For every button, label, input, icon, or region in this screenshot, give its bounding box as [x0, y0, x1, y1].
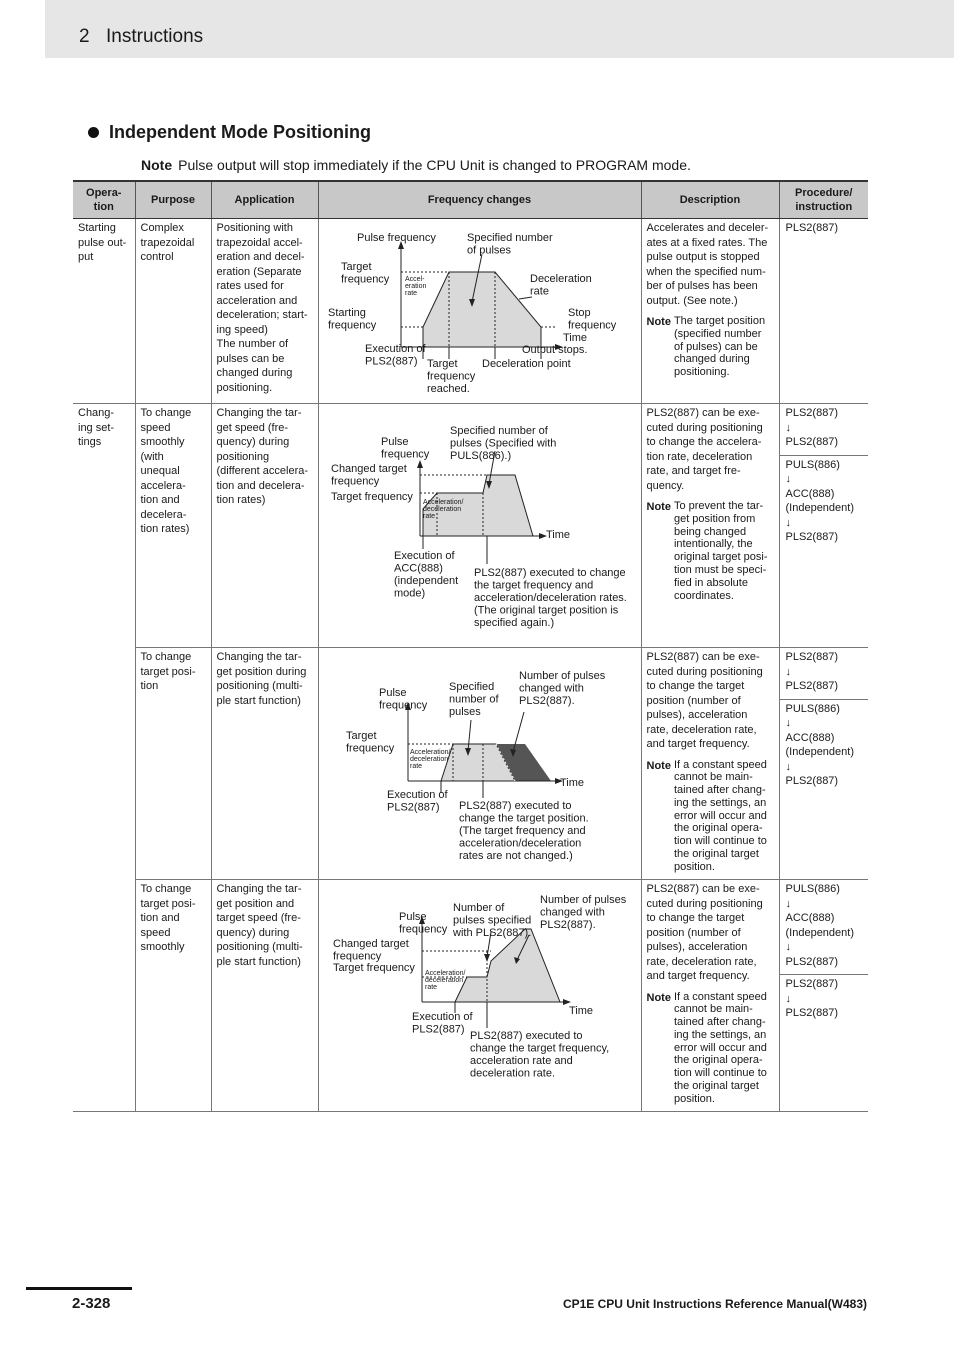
- label-line: frequency: [398, 923, 447, 936]
- table-row: [73, 880, 868, 1112]
- pulse-frequency-label: [399, 911, 448, 936]
- label-line: deceleration: [424, 977, 463, 984]
- change-position-diagram: [319, 648, 641, 878]
- label-line: acceleration/deceleration rates.: [473, 592, 627, 604]
- pulse-frequency-label: [381, 436, 430, 461]
- note-line: [141, 157, 691, 173]
- label-line: PLS2(887).: [518, 695, 575, 707]
- procedure-block: PULS(886) ↓ ACC(888) (Independent) ↓ PLS2(887): [780, 699, 869, 794]
- description-text: PLS2(887) can be exe- cuted during positioning to change the target position (number of pulses), acceleration rate, deceleration rate, and target frequency.: [646, 651, 763, 750]
- frequency-diagram-cell: [318, 219, 641, 404]
- label-line: rate: [409, 763, 422, 770]
- label-line: PLS2(887).: [539, 919, 596, 931]
- label-line: Specified number: [466, 232, 553, 244]
- label-line: Acceleration/: [422, 499, 463, 506]
- label-line: changed with: [518, 682, 584, 695]
- procedure-block: PLS2(887) ↓ PLS2(887): [780, 974, 869, 1026]
- label-line: Target frequency: [330, 491, 413, 503]
- description-cell: [641, 404, 779, 648]
- y-axis-arrow: [417, 460, 423, 468]
- target-frequency-label: [346, 730, 395, 755]
- operation-cell: Starting pulse out- put: [73, 219, 135, 404]
- label-line: Pulse: [398, 911, 427, 923]
- changed-target-label: [333, 938, 409, 963]
- label-line: PLS2(887): [411, 1023, 465, 1036]
- column-header: Purpose: [135, 181, 211, 219]
- label-line: Target: [345, 730, 377, 742]
- time-label: [569, 1005, 593, 1017]
- label-line: (independent: [393, 575, 458, 587]
- purpose-cell: To change target posi- tion: [135, 648, 211, 880]
- label-line: frequency: [380, 448, 429, 461]
- note-label: Note: [646, 991, 671, 1004]
- label-line: Changed target: [330, 463, 407, 475]
- note-text: Pulse output will stop immediately if the CPU Unit is changed to PROGRAM mode.: [178, 157, 691, 173]
- description-text: PLS2(887) can be exe- cuted during positioning to change the accelera- tion rate, deceleration rate, and target fre- quency.: [646, 407, 763, 492]
- label-line: frequency: [340, 273, 389, 286]
- label-line: PLS2(887) executed to: [458, 800, 572, 812]
- label-line: PLS2(887) executed to: [469, 1030, 583, 1042]
- accel-decel-rate-label: [410, 749, 451, 770]
- label-line: change the target position.: [458, 812, 589, 825]
- description-cell: [641, 219, 779, 404]
- time-label: [563, 332, 587, 344]
- label-line: pulses specified: [452, 914, 531, 927]
- speed-profile-area: [455, 929, 560, 1002]
- column-header: Description: [641, 181, 779, 219]
- label-line: rate: [529, 285, 549, 298]
- table-row: [73, 404, 868, 648]
- label-line: Pulse: [380, 436, 409, 448]
- target-frequency-label: [331, 491, 413, 503]
- column-header: Frequency changes: [318, 181, 641, 219]
- description-cell: [641, 648, 779, 880]
- label-line: deceleration: [422, 506, 461, 513]
- procedure-block: PULS(886) ↓ ACC(888) (Independent) ↓ PLS2(887): [785, 883, 854, 968]
- label-line: Time: [559, 777, 584, 789]
- label-line: with PLS2(887).: [452, 927, 531, 939]
- execution-label: [365, 343, 426, 368]
- label-line: Stop: [567, 307, 591, 319]
- page-number: 2-328: [72, 1295, 111, 1312]
- frequency-diagram-cell: [318, 880, 641, 1112]
- column-header: Opera- tion: [73, 181, 135, 219]
- description-note: [647, 500, 774, 602]
- stop-frequency-label: [568, 307, 617, 332]
- purpose-cell: Complex trapezoidal control: [135, 219, 211, 404]
- label-line: (The original target position is: [473, 604, 618, 617]
- note-label: Note: [646, 501, 671, 513]
- label-line: frequency: [378, 699, 427, 712]
- label-line: frequency: [567, 319, 616, 332]
- bullet-icon: [88, 127, 99, 138]
- label-line: deceleration: [409, 756, 448, 763]
- label-line: PLS2(887): [386, 801, 440, 814]
- label-line: Execution of: [393, 550, 455, 562]
- column-header: Application: [211, 181, 318, 219]
- label-line: rate: [424, 984, 437, 991]
- label-line: change the target frequency,: [469, 1042, 609, 1055]
- label-line: acceleration/deceleration: [458, 837, 581, 850]
- description-note: [647, 991, 774, 1106]
- table-row: [73, 648, 868, 880]
- label-line: Target: [340, 261, 372, 273]
- label-line: frequency: [327, 319, 376, 332]
- label-line: Execution of: [386, 789, 448, 801]
- label-line: Changed target: [332, 938, 409, 950]
- changed-target-label: [331, 463, 407, 488]
- target-frequency-label: [333, 962, 415, 974]
- label-line: the target frequency and: [473, 579, 593, 592]
- label-line: (The target frequency and: [458, 825, 586, 837]
- label-line: pulses: [448, 706, 481, 718]
- application-cell: Changing the tar- get speed (fre- quency) during positioning (different accelera- tion and decelera- tion rates): [211, 404, 318, 648]
- label-line: changed with: [539, 906, 605, 919]
- purpose-cell: To change target posi- tion and speed smoothly: [135, 880, 211, 1112]
- label-line: of pulses: [466, 244, 511, 257]
- specified-pulses-label: [467, 232, 553, 257]
- change-speed-diagram: [319, 404, 641, 646]
- label-line: rate: [422, 513, 435, 520]
- description-text: Accelerates and deceler- ates at a fixed rates. The pulse output is stopped when the specified num- ber of pulses has been output. (See note.): [646, 222, 769, 307]
- label-line: number of: [448, 693, 499, 706]
- changed-pulses-label: [519, 670, 606, 707]
- executed-note-label: [470, 1030, 609, 1080]
- label-line: Acceleration/: [409, 749, 450, 756]
- column-header: Procedure/ instruction: [779, 181, 868, 219]
- label-line: Time: [545, 529, 570, 541]
- starting-frequency-label: [328, 307, 377, 332]
- target-reached-label: [427, 358, 476, 395]
- trapezoid-diagram: [319, 219, 641, 402]
- label-line: PLS2(887): [364, 355, 418, 368]
- label-line: frequency: [330, 475, 379, 488]
- label-line: Pulse frequency: [356, 232, 436, 244]
- note-label: Note: [646, 759, 671, 772]
- changed-pulses-label: [540, 894, 627, 931]
- note-text: If a constant speed cannot be main- tained after chang- ing the settings, an error will occur and the original opera- tion will continue to the original target position.: [673, 758, 767, 873]
- purpose-cell: To change speed smoothly (with unequal accelera- tion and decelera- tion rates): [135, 404, 211, 648]
- executed-note-label: [459, 800, 589, 862]
- label-line: Specified number of: [449, 425, 548, 437]
- procedure-block: PLS2(887): [785, 222, 839, 234]
- label-line: Execution of: [364, 343, 426, 355]
- change-position-speed-diagram: [319, 880, 641, 1110]
- frequency-diagram-cell: [318, 404, 641, 648]
- note-text: To prevent the tar- get position from being changed intentionally, the original target posi- tion must be speci- fied in absolute coordinates.: [673, 500, 768, 602]
- specified-pulses-label: [450, 425, 556, 462]
- pulse-frequency-label: [379, 687, 428, 712]
- execution-label: [412, 1011, 473, 1036]
- target-frequency-label: [341, 261, 390, 286]
- label-line: Pulse: [378, 687, 407, 699]
- accel-decel-rate-label: [425, 970, 466, 991]
- label-line: PLS2(887) executed to change: [473, 567, 626, 579]
- footer-rule: [26, 1287, 132, 1290]
- note-text: The target position (specified number of pulses) can be changed during positioning.: [673, 315, 766, 379]
- label-line: rates are not changed.): [458, 850, 573, 862]
- description-text: PLS2(887) can be exe- cuted during positioning to change the target position (number of pulses), acceleration rate, deceleration rate, and target frequency.: [646, 883, 763, 982]
- label-line: pulses (Specified with: [449, 437, 556, 450]
- manual-title: CP1E CPU Unit Instructions Reference Manual(W483): [562, 1297, 867, 1311]
- label-line: acceleration rate and: [469, 1055, 573, 1067]
- chapter-title: Instructions: [106, 26, 204, 47]
- label-line: eration: [404, 283, 426, 290]
- section-title: Independent Mode Positioning: [109, 122, 371, 142]
- label-line: Target: [426, 358, 458, 370]
- procedure-block: PLS2(887) ↓ PLS2(887): [785, 651, 839, 692]
- description-note: [647, 759, 774, 874]
- note-label: Note: [141, 157, 173, 173]
- accel-rate-label: [405, 276, 427, 297]
- label-line: Deceleration: [529, 273, 592, 285]
- execution-label: [394, 550, 458, 600]
- decel-point-label: [482, 358, 571, 370]
- label-line: rate: [404, 290, 417, 297]
- label-line: frequency: [345, 742, 394, 755]
- operation-cell: [73, 880, 135, 1112]
- label-line: ACC(888): [393, 562, 443, 575]
- label-line: deceleration rate.: [469, 1067, 555, 1080]
- executed-note-label: [474, 567, 627, 629]
- label-line: Acceleration/: [424, 970, 465, 977]
- application-cell: Positioning with trapezoidal accel- eration and decel- eration (Separate rates used for acceleration and deceleration; start- ing speed) The number of pulses can be changed during positioning.: [211, 219, 318, 404]
- label-line: Target frequency: [332, 962, 415, 974]
- table-header-row: [73, 181, 868, 219]
- label-line: frequency: [332, 950, 381, 963]
- pulses-pointer-head: [484, 954, 490, 962]
- label-line: frequency: [426, 370, 475, 383]
- chapter-number: 2: [79, 26, 90, 47]
- operation-cell: Chang- ing set- tings: [78, 407, 115, 448]
- frequency-diagram-cell: [318, 648, 641, 880]
- application-cell: Changing the tar- get position and target speed (fre- quency) during positioning (multi- ple start function): [211, 880, 318, 1112]
- label-line: Number of: [452, 902, 504, 914]
- procedure-cell: [779, 880, 868, 1112]
- label-line: Specified: [448, 681, 494, 693]
- label-line: specified again.): [473, 617, 554, 629]
- procedure-cell: [779, 219, 868, 404]
- label-line: Execution of: [411, 1011, 473, 1023]
- label-line: Deceleration point: [481, 358, 571, 370]
- label-line: Number of pulses: [518, 670, 605, 682]
- decel-rate-label: [530, 273, 592, 298]
- label-line: Number of pulses: [539, 894, 626, 906]
- description-cell: [641, 880, 779, 1112]
- positioning-table: [73, 180, 868, 1112]
- output-stops-label: [522, 344, 587, 356]
- label-line: Starting: [327, 307, 366, 319]
- label-line: Output stops.: [521, 344, 587, 356]
- procedure-block: PLS2(887) ↓ PLS2(887): [785, 407, 839, 448]
- label-line: Accel-: [404, 276, 424, 283]
- time-label: [546, 529, 570, 541]
- procedure-block: PULS(886) ↓ ACC(888) (Independent) ↓ PLS2(887): [780, 455, 869, 550]
- procedure-cell: [779, 404, 868, 648]
- specified-pulses-label: [449, 681, 499, 718]
- table-row: [73, 219, 868, 404]
- execution-label: [387, 789, 448, 814]
- procedure-cell: [779, 648, 868, 880]
- pulse-frequency-label: [357, 232, 436, 244]
- note-label: Note: [646, 316, 671, 328]
- section-heading: [88, 122, 371, 143]
- operation-cell: [73, 648, 135, 880]
- specified-pulses-label: [452, 902, 531, 939]
- label-line: Time: [562, 332, 587, 344]
- time-label: [560, 777, 584, 789]
- trapezoid-area: [423, 272, 541, 347]
- description-note: [647, 315, 774, 379]
- label-line: mode): [393, 587, 425, 600]
- note-text: If a constant speed cannot be main- tained after chang- ing the settings, an error will occur and the original opera- tion will continue to the original target position.: [673, 990, 767, 1105]
- label-line: Time: [568, 1005, 593, 1017]
- label-line: PULS(886).): [449, 450, 511, 462]
- application-cell: Changing the tar- get position during positioning (multi- ple start function): [211, 648, 318, 880]
- label-line: reached.: [426, 383, 470, 395]
